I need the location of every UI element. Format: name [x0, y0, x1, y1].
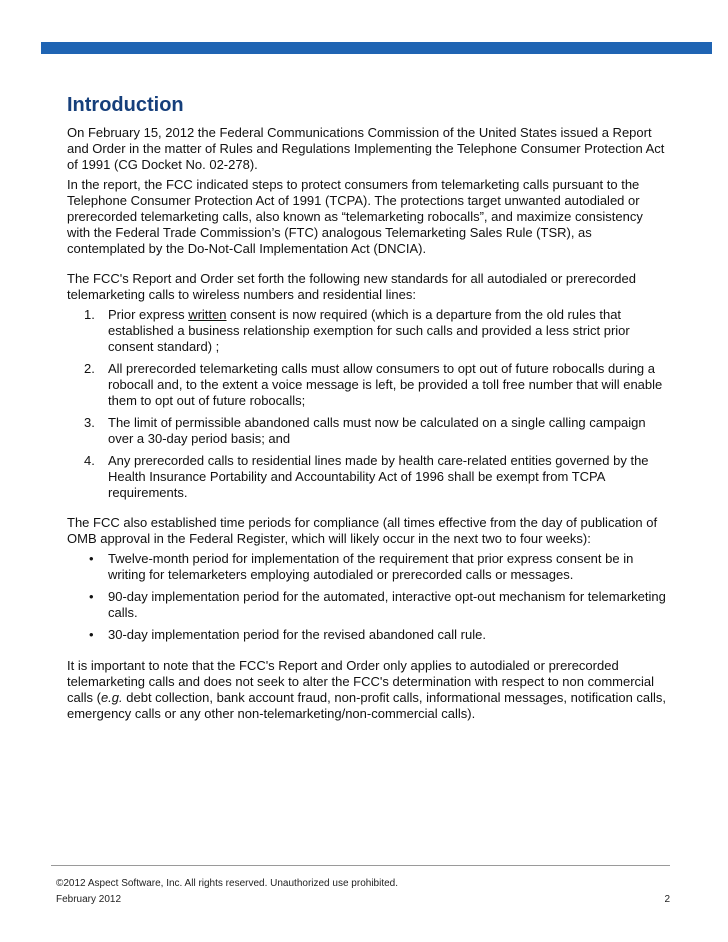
closing-paragraph-text: debt collection, bank account fraud, non-profit calls, informational messages, notification calls, emergency calls or any other non-telemarketing/non-commercial calls). [67, 690, 667, 721]
compliance-bullet-list [67, 551, 667, 643]
compliance-paragraph: The FCC also established time periods for compliance (all times effective from the day of publication of OMB approval in the Federal Register, which will likely occur in the next two to four weeks): [67, 515, 658, 546]
bullet-marker: • [89, 627, 94, 642]
bullet-marker: • [89, 589, 94, 604]
list-item-text: Any prerecorded calls to residential lines made by health care-related entities governed by the Health Insurance Portability and Accountability Act of 1996 shall be exempt from TCPA requirements. [108, 453, 649, 500]
document-content [67, 93, 667, 722]
numbered-list-item [67, 361, 667, 409]
top-accent-bar [41, 42, 712, 54]
page-number: 2 [664, 894, 670, 905]
list-item-text: 30-day implementation period for the revised abandoned call rule. [108, 627, 486, 642]
list-number: 2. [84, 361, 95, 376]
footer-date: February 2012 [56, 894, 122, 905]
closing-paragraph [67, 658, 667, 722]
footer-bottom-row [56, 893, 670, 907]
numbered-list-item [67, 415, 667, 447]
bullet-list-item [67, 627, 667, 643]
list-item-text: All prerecorded telemarketing calls must allow consumers to opt out of future robocalls during a robocall and, to the extent a voice message is left, be provided a toll free number that will enable them to opt out of future robocalls; [108, 361, 663, 408]
list-item-text: 90-day implementation period for the automated, interactive opt-out mechanism for telemarketing calls. [108, 589, 666, 620]
page-footer [56, 877, 670, 907]
footer-copyright: ©2012 Aspect Software, Inc. All rights reserved. Unauthorized use prohibited. [56, 878, 399, 889]
underlined-emphasis: written [188, 307, 227, 322]
numbered-list-item [67, 307, 667, 355]
closing-paragraph-text: It is important to note that the FCC's Report and Order only applies to autodialed or prerecorded telemarketing calls and does not seek to alter the FCC's determination with respect to non commercial calls ( [67, 658, 655, 705]
numbered-list-item [67, 453, 667, 501]
standards-numbered-list [67, 307, 667, 501]
list-number: 4. [84, 453, 95, 468]
standards-paragraph: The FCC's Report and Order set forth the following new standards for all autodialed or prerecorded telemarketing calls to wireless numbers and residential lines: [67, 271, 636, 302]
list-item-text: The limit of permissible abandoned calls must now be calculated on a single calling campaign over a 30-day period basis; and [108, 415, 646, 446]
footer-divider [51, 865, 670, 866]
intro-paragraph-1: On February 15, 2012 the Federal Communications Commission of the United States issued a Report and Order in the matter of Rules and Regulations Implementing the Telephone Consumer Protection Act of 1991 (CG Docket No. 02-278). [67, 125, 665, 172]
bullet-list-item [67, 589, 667, 621]
list-item-text: consent is now required (which is a departure from the old rules that established a business relationship exemption for such calls and provided a less strict prior consent standard) ; [108, 307, 630, 354]
bullet-marker: • [89, 551, 94, 566]
bullet-list-item [67, 551, 667, 583]
list-number: 1. [84, 307, 95, 322]
italic-example: e.g. [100, 690, 123, 705]
list-item-text: Prior express [108, 307, 189, 322]
list-item-text: Twelve-month period for implementation of the requirement that prior express consent be in writing for telemarketers employing autodialed or prerecorded calls or messages. [108, 551, 634, 582]
intro-paragraph-2: In the report, the FCC indicated steps to protect consumers from telemarketing calls pursuant to the Telephone Consumer Protection Act of 1991 (TCPA). The protections target unwanted autodialed or prerecorded telemarketing calls, also known as “telemarketing robocalls”, and maximize consistency with the Federal Trade Commission’s (FTC) analogous Telemarketing Sales Rule (TSR), as contemplated by the Do-Not-Call Implementation Act (DNCIA). [67, 177, 643, 256]
list-number: 3. [84, 415, 95, 430]
page-title: Introduction [67, 94, 184, 116]
